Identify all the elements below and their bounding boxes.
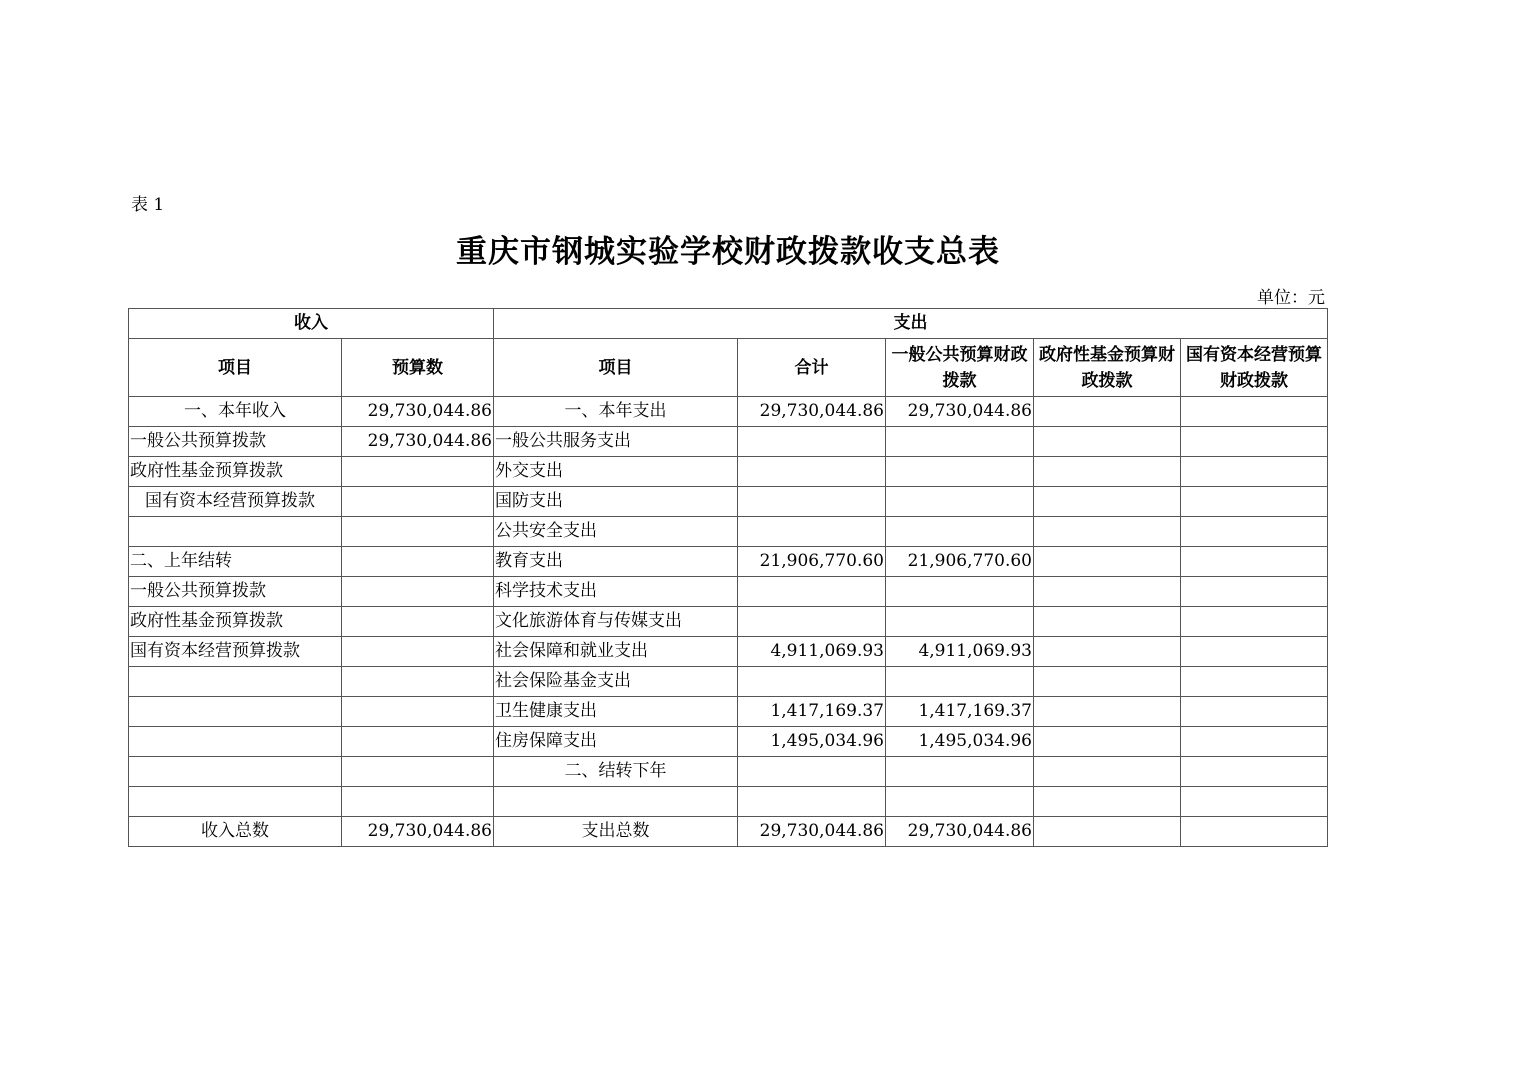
expense-general-cell: 29,730,044.86 bbox=[886, 397, 1034, 427]
expense-total-cell: 1,495,034.96 bbox=[738, 727, 886, 757]
expense-gov-fund-cell bbox=[1034, 667, 1181, 697]
expense-item-cell bbox=[494, 787, 738, 817]
expense-total-cell bbox=[738, 427, 886, 457]
income-item-cell bbox=[129, 757, 342, 787]
expense-gov-fund-cell bbox=[1034, 427, 1181, 457]
expense-general-cell bbox=[886, 427, 1034, 457]
expense-gov-fund-cell bbox=[1034, 517, 1181, 547]
expense-state-capital-cell bbox=[1181, 517, 1328, 547]
expense-total-cell: 4,911,069.93 bbox=[738, 637, 886, 667]
expense-state-capital-cell bbox=[1181, 457, 1328, 487]
header-row-sections bbox=[129, 309, 1328, 339]
income-item-cell bbox=[129, 787, 342, 817]
income-item-header: 项目 bbox=[129, 339, 342, 397]
table-row bbox=[129, 397, 1328, 427]
expense-general-cell: 29,730,044.86 bbox=[886, 817, 1034, 847]
expense-total-cell: 1,417,169.37 bbox=[738, 697, 886, 727]
income-budget-cell bbox=[342, 637, 494, 667]
expense-state-capital-cell bbox=[1181, 697, 1328, 727]
expense-total-cell bbox=[738, 517, 886, 547]
income-budget-cell bbox=[342, 607, 494, 637]
table-row bbox=[129, 757, 1328, 787]
expense-state-capital-cell bbox=[1181, 667, 1328, 697]
income-item-cell bbox=[129, 667, 342, 697]
income-budget-cell bbox=[342, 757, 494, 787]
expense-general-cell bbox=[886, 667, 1034, 697]
expense-general-cell: 1,417,169.37 bbox=[886, 697, 1034, 727]
expense-total-cell: 29,730,044.86 bbox=[738, 397, 886, 427]
header-row-columns bbox=[129, 339, 1328, 397]
income-budget-cell bbox=[342, 787, 494, 817]
expense-item-cell: 外交支出 bbox=[494, 457, 738, 487]
expense-total-cell bbox=[738, 607, 886, 637]
income-budget-cell bbox=[342, 487, 494, 517]
income-item-cell bbox=[129, 517, 342, 547]
table-label: 表 1 bbox=[131, 195, 165, 215]
expense-item-cell: 二、结转下年 bbox=[494, 757, 738, 787]
expense-general-cell: 4,911,069.93 bbox=[886, 637, 1034, 667]
expense-gov-fund-cell bbox=[1034, 487, 1181, 517]
income-budget-cell: 29,730,044.86 bbox=[342, 427, 494, 457]
income-budget-cell bbox=[342, 517, 494, 547]
expense-gov-fund-cell bbox=[1034, 577, 1181, 607]
expense-total-cell: 29,730,044.86 bbox=[738, 817, 886, 847]
income-item-cell: 一般公共预算拨款 bbox=[129, 577, 342, 607]
expense-gov-fund-cell bbox=[1034, 697, 1181, 727]
expense-gov-fund-header: 政府性基金预算财政拨款 bbox=[1034, 339, 1181, 397]
expense-general-cell: 21,906,770.60 bbox=[886, 547, 1034, 577]
page-title: 重庆市钢城实验学校财政拨款收支总表 bbox=[456, 234, 1000, 270]
income-budget-cell bbox=[342, 667, 494, 697]
expense-gov-fund-cell bbox=[1034, 757, 1181, 787]
expense-general-cell bbox=[886, 757, 1034, 787]
expense-item-cell: 住房保障支出 bbox=[494, 727, 738, 757]
expense-item-cell: 支出总数 bbox=[494, 817, 738, 847]
expense-total-cell bbox=[738, 667, 886, 697]
expense-state-capital-cell bbox=[1181, 757, 1328, 787]
income-budget-cell bbox=[342, 727, 494, 757]
expense-item-cell: 一般公共服务支出 bbox=[494, 427, 738, 457]
expense-state-capital-cell bbox=[1181, 727, 1328, 757]
expense-state-capital-cell bbox=[1181, 577, 1328, 607]
income-budget-cell: 29,730,044.86 bbox=[342, 397, 494, 427]
expense-gov-fund-cell bbox=[1034, 787, 1181, 817]
income-item-cell: 政府性基金预算拨款 bbox=[129, 457, 342, 487]
income-budget-cell bbox=[342, 697, 494, 727]
expense-total-cell bbox=[738, 757, 886, 787]
expense-general-cell: 1,495,034.96 bbox=[886, 727, 1034, 757]
expense-item-cell: 社会保险基金支出 bbox=[494, 667, 738, 697]
expense-item-cell: 文化旅游体育与传媒支出 bbox=[494, 607, 738, 637]
table-row bbox=[129, 577, 1328, 607]
expense-general-cell bbox=[886, 787, 1034, 817]
expense-general-cell bbox=[886, 487, 1034, 517]
expense-general-cell bbox=[886, 457, 1034, 487]
expense-general-header: 一般公共预算财政拨款 bbox=[886, 339, 1034, 397]
table-row bbox=[129, 667, 1328, 697]
expense-general-cell bbox=[886, 607, 1034, 637]
table-row bbox=[129, 637, 1328, 667]
expense-state-capital-cell bbox=[1181, 607, 1328, 637]
expense-state-capital-cell bbox=[1181, 817, 1328, 847]
expense-item-cell: 社会保障和就业支出 bbox=[494, 637, 738, 667]
table-row bbox=[129, 517, 1328, 547]
expense-total-header: 合计 bbox=[738, 339, 886, 397]
expense-gov-fund-cell bbox=[1034, 817, 1181, 847]
expense-general-cell bbox=[886, 517, 1034, 547]
expense-gov-fund-cell bbox=[1034, 607, 1181, 637]
income-item-cell: 国有资本经营预算拨款 bbox=[129, 637, 342, 667]
expense-state-capital-cell bbox=[1181, 397, 1328, 427]
expense-state-capital-header: 国有资本经营预算财政拨款 bbox=[1181, 339, 1328, 397]
expense-gov-fund-cell bbox=[1034, 397, 1181, 427]
expense-state-capital-cell bbox=[1181, 637, 1328, 667]
expense-gov-fund-cell bbox=[1034, 457, 1181, 487]
table-row bbox=[129, 607, 1328, 637]
expense-gov-fund-cell bbox=[1034, 637, 1181, 667]
table-row bbox=[129, 697, 1328, 727]
expense-item-cell: 科学技术支出 bbox=[494, 577, 738, 607]
income-section-header: 收入 bbox=[129, 309, 494, 339]
income-item-cell: 国有资本经营预算拨款 bbox=[129, 487, 342, 517]
expense-section-header: 支出 bbox=[494, 309, 1328, 339]
income-budget-cell bbox=[342, 547, 494, 577]
expense-item-cell: 卫生健康支出 bbox=[494, 697, 738, 727]
income-budget-header: 预算数 bbox=[342, 339, 494, 397]
table-row bbox=[129, 547, 1328, 577]
income-item-cell: 一、本年收入 bbox=[129, 397, 342, 427]
budget-table bbox=[128, 308, 1328, 847]
expense-item-header: 项目 bbox=[494, 339, 738, 397]
table-row bbox=[129, 817, 1328, 847]
expense-item-cell: 教育支出 bbox=[494, 547, 738, 577]
expense-item-cell: 国防支出 bbox=[494, 487, 738, 517]
table-row bbox=[129, 727, 1328, 757]
table-row bbox=[129, 787, 1328, 817]
income-item-cell: 一般公共预算拨款 bbox=[129, 427, 342, 457]
income-item-cell: 政府性基金预算拨款 bbox=[129, 607, 342, 637]
table-row bbox=[129, 457, 1328, 487]
expense-total-cell bbox=[738, 577, 886, 607]
expense-state-capital-cell bbox=[1181, 787, 1328, 817]
unit-label: 单位：元 bbox=[1257, 288, 1325, 308]
expense-state-capital-cell bbox=[1181, 487, 1328, 517]
expense-item-cell: 一、本年支出 bbox=[494, 397, 738, 427]
expense-total-cell bbox=[738, 787, 886, 817]
expense-gov-fund-cell bbox=[1034, 547, 1181, 577]
expense-general-cell bbox=[886, 577, 1034, 607]
income-budget-cell: 29,730,044.86 bbox=[342, 817, 494, 847]
expense-state-capital-cell bbox=[1181, 547, 1328, 577]
income-item-cell bbox=[129, 727, 342, 757]
income-item-cell: 收入总数 bbox=[129, 817, 342, 847]
income-item-cell bbox=[129, 697, 342, 727]
expense-total-cell bbox=[738, 457, 886, 487]
table-body bbox=[129, 309, 1328, 847]
expense-total-cell bbox=[738, 487, 886, 517]
expense-gov-fund-cell bbox=[1034, 727, 1181, 757]
income-budget-cell bbox=[342, 457, 494, 487]
expense-state-capital-cell bbox=[1181, 427, 1328, 457]
income-budget-cell bbox=[342, 577, 494, 607]
table-row bbox=[129, 487, 1328, 517]
income-item-cell: 二、上年结转 bbox=[129, 547, 342, 577]
expense-item-cell: 公共安全支出 bbox=[494, 517, 738, 547]
table-row bbox=[129, 427, 1328, 457]
expense-total-cell: 21,906,770.60 bbox=[738, 547, 886, 577]
